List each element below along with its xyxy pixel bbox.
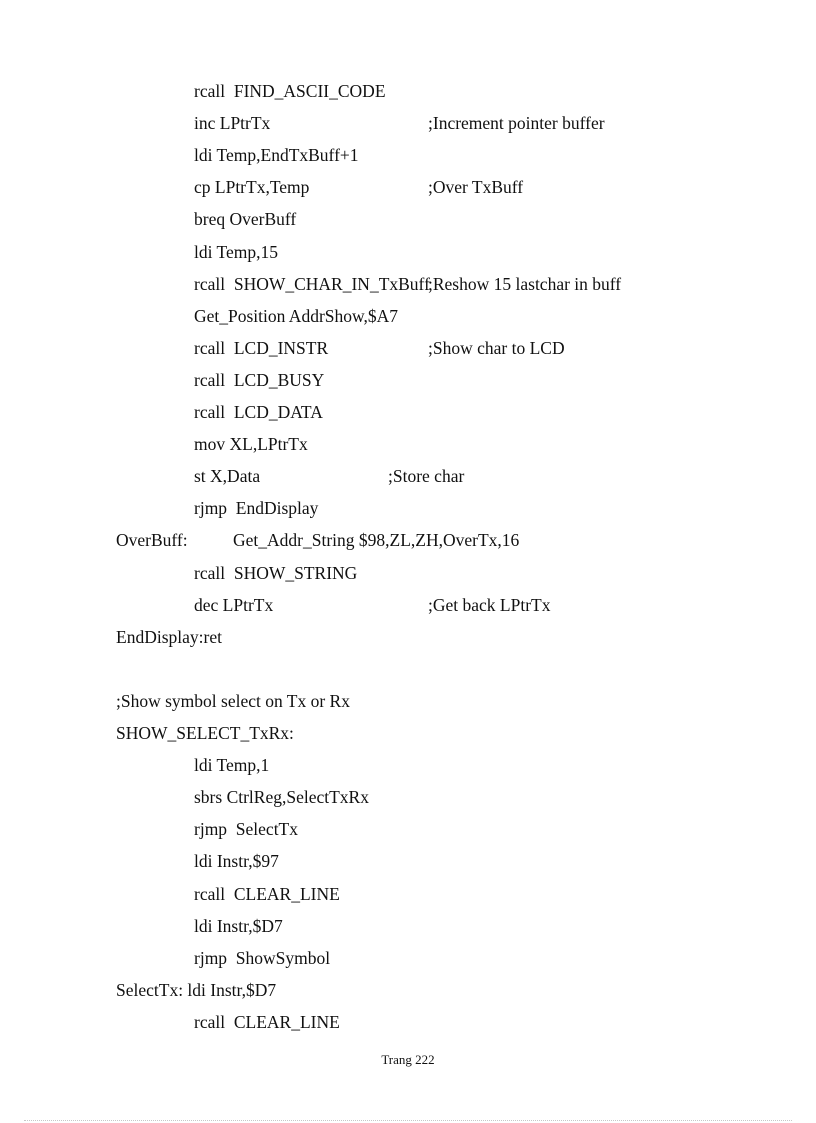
- code-instruction: breq OverBuff: [194, 209, 297, 229]
- code-line: [0, 946, 816, 970]
- code-line: [0, 143, 816, 167]
- code-line: [0, 207, 816, 231]
- code-instruction: rcall SHOW_CHAR_IN_TxBuff: [194, 274, 430, 294]
- code-line: [0, 785, 816, 809]
- code-instruction: rjmp EndDisplay: [194, 498, 319, 518]
- code-line: [0, 79, 816, 103]
- code-line: [0, 400, 816, 424]
- code-instruction: st X,Data: [194, 466, 261, 486]
- code-instruction: mov XL,LPtrTx: [194, 434, 308, 454]
- code-label: SelectTx: ldi Instr,$D7: [116, 980, 277, 1000]
- code-instruction: rcall LCD_INSTR: [194, 338, 329, 358]
- code-line: [0, 111, 816, 135]
- code-line: [0, 432, 816, 456]
- code-instruction: dec LPtrTx: [194, 595, 274, 615]
- code-comment: ;Increment pointer buffer: [428, 113, 605, 133]
- code-line: [0, 464, 816, 488]
- code-instruction: ldi Temp,15: [194, 242, 279, 262]
- code-line: [0, 689, 816, 713]
- code-instruction: cp LPtrTx,Temp: [194, 177, 310, 197]
- code-line: [0, 721, 816, 745]
- code-line: [0, 1010, 816, 1034]
- code-label: SHOW_SELECT_TxRx:: [116, 723, 294, 743]
- code-label: ;Show symbol select on Tx or Rx: [116, 691, 350, 711]
- code-instruction: sbrs CtrlReg,SelectTxRx: [194, 787, 369, 807]
- page-number: Trang 222: [381, 1052, 435, 1067]
- code-comment: ;Over TxBuff: [428, 177, 524, 197]
- page-bottom-divider: [24, 1120, 792, 1121]
- code-instruction: rcall CLEAR_LINE: [194, 884, 340, 904]
- code-comment: ;Get back LPtrTx: [428, 595, 551, 615]
- code-instruction: rcall LCD_BUSY: [194, 370, 325, 390]
- code-line: [0, 304, 816, 328]
- code-instruction: ldi Instr,$D7: [194, 916, 283, 936]
- code-line: [0, 336, 816, 360]
- code-line: [0, 978, 816, 1002]
- code-line: [0, 528, 816, 552]
- code-line: [0, 368, 816, 392]
- code-line: [0, 625, 816, 649]
- code-instruction: ldi Temp,EndTxBuff+1: [194, 145, 359, 165]
- code-instruction: rcall LCD_DATA: [194, 402, 323, 422]
- code-instruction: Get_Position AddrShow,$A7: [194, 306, 399, 326]
- code-instruction: inc LPtrTx: [194, 113, 271, 133]
- code-instruction: ldi Temp,1: [194, 755, 270, 775]
- code-instruction: ldi Instr,$97: [194, 851, 279, 871]
- code-instruction: Get_Addr_String $98,ZL,ZH,OverTx,16: [233, 530, 520, 550]
- code-line: [0, 657, 816, 681]
- code-line: [0, 496, 816, 520]
- code-line: [0, 914, 816, 938]
- code-line: [0, 175, 816, 199]
- code-instruction: rjmp SelectTx: [194, 819, 299, 839]
- code-comment: ;Show char to LCD: [428, 338, 565, 358]
- code-comment: ;Store char: [388, 466, 465, 486]
- code-line: [0, 240, 816, 264]
- code-line: [0, 561, 816, 585]
- code-instruction: rjmp ShowSymbol: [194, 948, 331, 968]
- code-line: [0, 882, 816, 906]
- code-comment: ;Reshow 15 lastchar in buff: [428, 274, 622, 294]
- code-instruction: rcall SHOW_STRING: [194, 563, 358, 583]
- code-label: OverBuff:: [116, 530, 188, 550]
- code-line: [0, 817, 816, 841]
- code-instruction: rcall CLEAR_LINE: [194, 1012, 340, 1032]
- code-label: EndDisplay:ret: [116, 627, 222, 647]
- code-line: [0, 849, 816, 873]
- code-line: [0, 272, 816, 296]
- code-instruction: rcall FIND_ASCII_CODE: [194, 81, 386, 101]
- code-line: [0, 593, 816, 617]
- code-line: [0, 753, 816, 777]
